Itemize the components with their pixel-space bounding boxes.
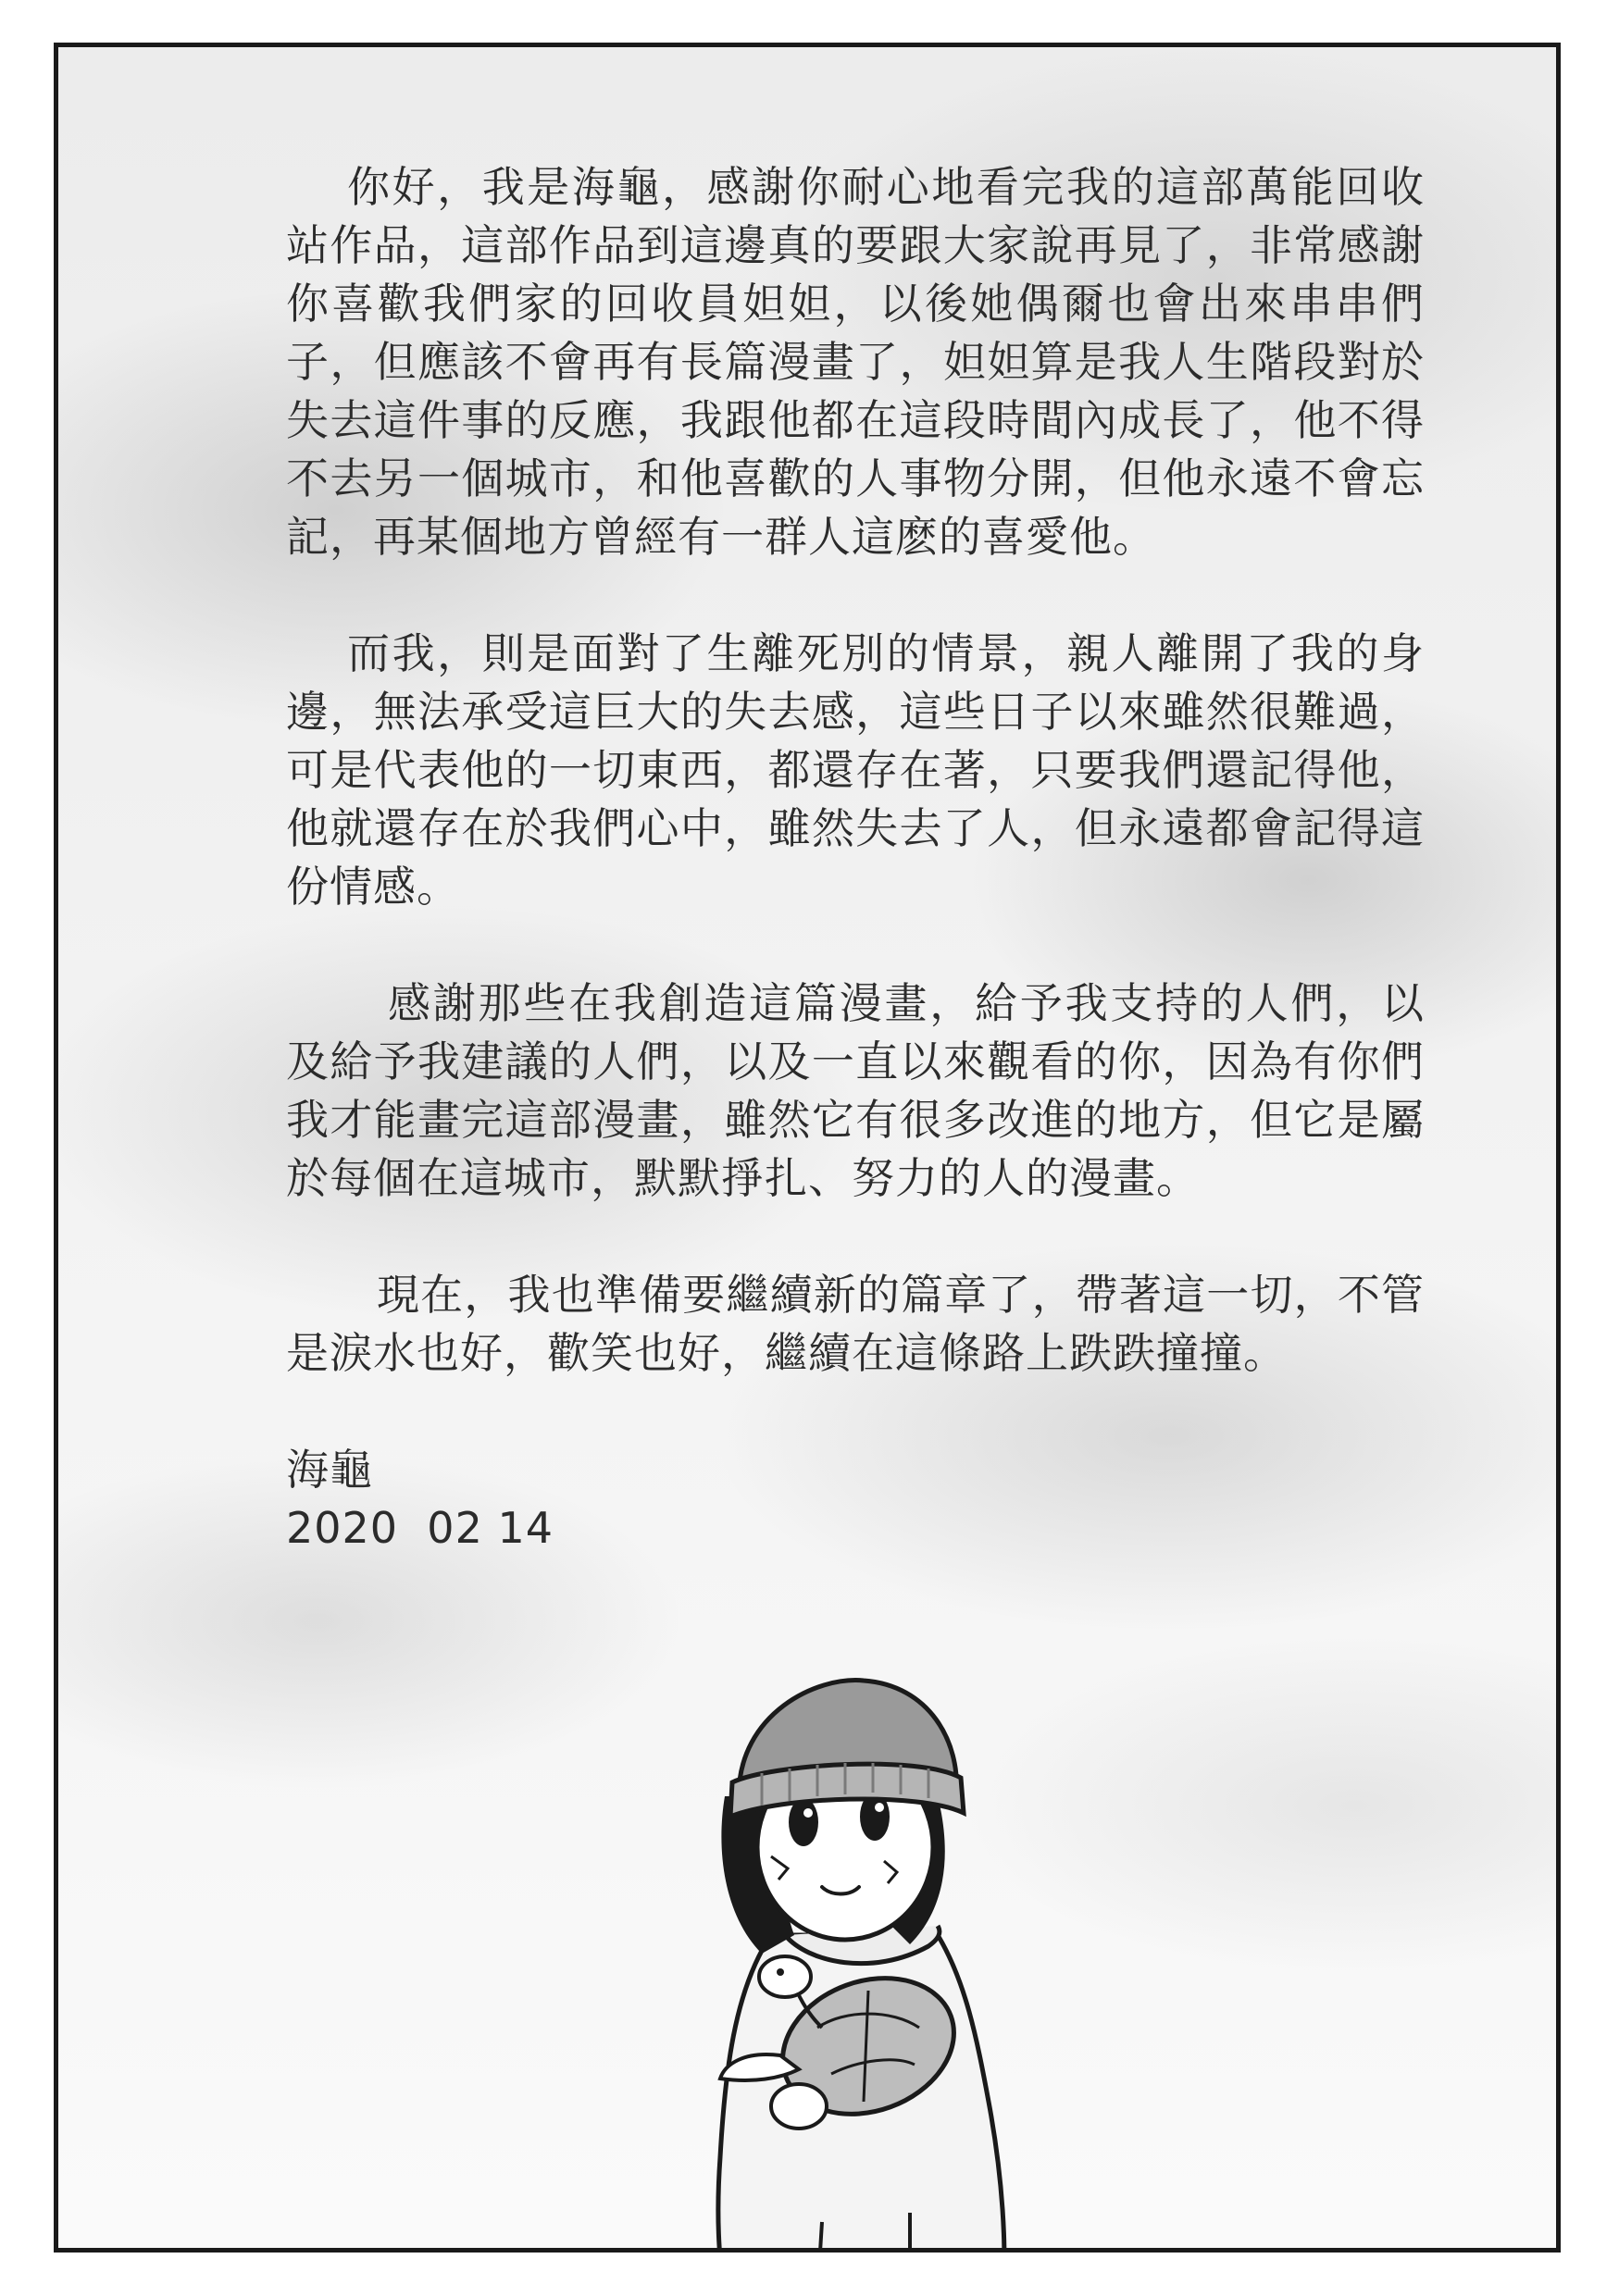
turtle-head bbox=[759, 1956, 811, 1997]
letter-paragraph-2: 而我，則是面對了生離死別的情景，親人離開了我的身邊，無法承受這巨大的失去感，這些日子以來雖然很難過，可是代表他的一切東西，都還存在著，只要我們還記得他，他就還存在於我們心中，雖然失去了人，但永遠都會記得這份情感。 bbox=[286, 628, 1425, 912]
signature-name: 海龜 bbox=[286, 1445, 373, 1495]
character-left-eye bbox=[789, 1798, 818, 1846]
character-hand bbox=[771, 2084, 827, 2128]
character-illustration bbox=[632, 1657, 1114, 2253]
letter-paragraph-4: 現在，我也準備要繼續新的篇章了，帶著這一切，不管是淚水也好，歡笑也好，繼續在這條路上跌跌撞撞。 bbox=[286, 1270, 1425, 1378]
signature-date: 2020 02 14 bbox=[286, 1503, 554, 1553]
afterword-letter bbox=[286, 158, 1425, 1558]
letter-paragraph-1: 你好，我是海龜，感謝你耐心地看完我的這部萬能回收站作品，這部作品到這邊真的要跟大家說再見了，非常感謝你喜歡我們家的回收員妲妲，以後她偶爾也會出來串串們子，但應該不會再有長篇漫畫了，妲妲算是我人生階段對於失去這件事的反應，我跟他都在這段時間內成長了，他不得不去另一個城市，和他喜歡的人事物分開，但他永遠不會忘記，再某個地方曾經有一群人這麽的喜愛他。 bbox=[286, 162, 1425, 562]
page-frame bbox=[54, 43, 1561, 2253]
letter-paragraph-3: 感謝那些在我創造這篇漫畫，給予我支持的人們，以及給予我建議的人們，以及一直以來觀看的你，因為有你們我才能畫完這部漫畫，雖然它有很多改進的地方，但它是屬於每個在這城市，默默掙扎、努力的人的漫畫。 bbox=[286, 978, 1425, 1203]
